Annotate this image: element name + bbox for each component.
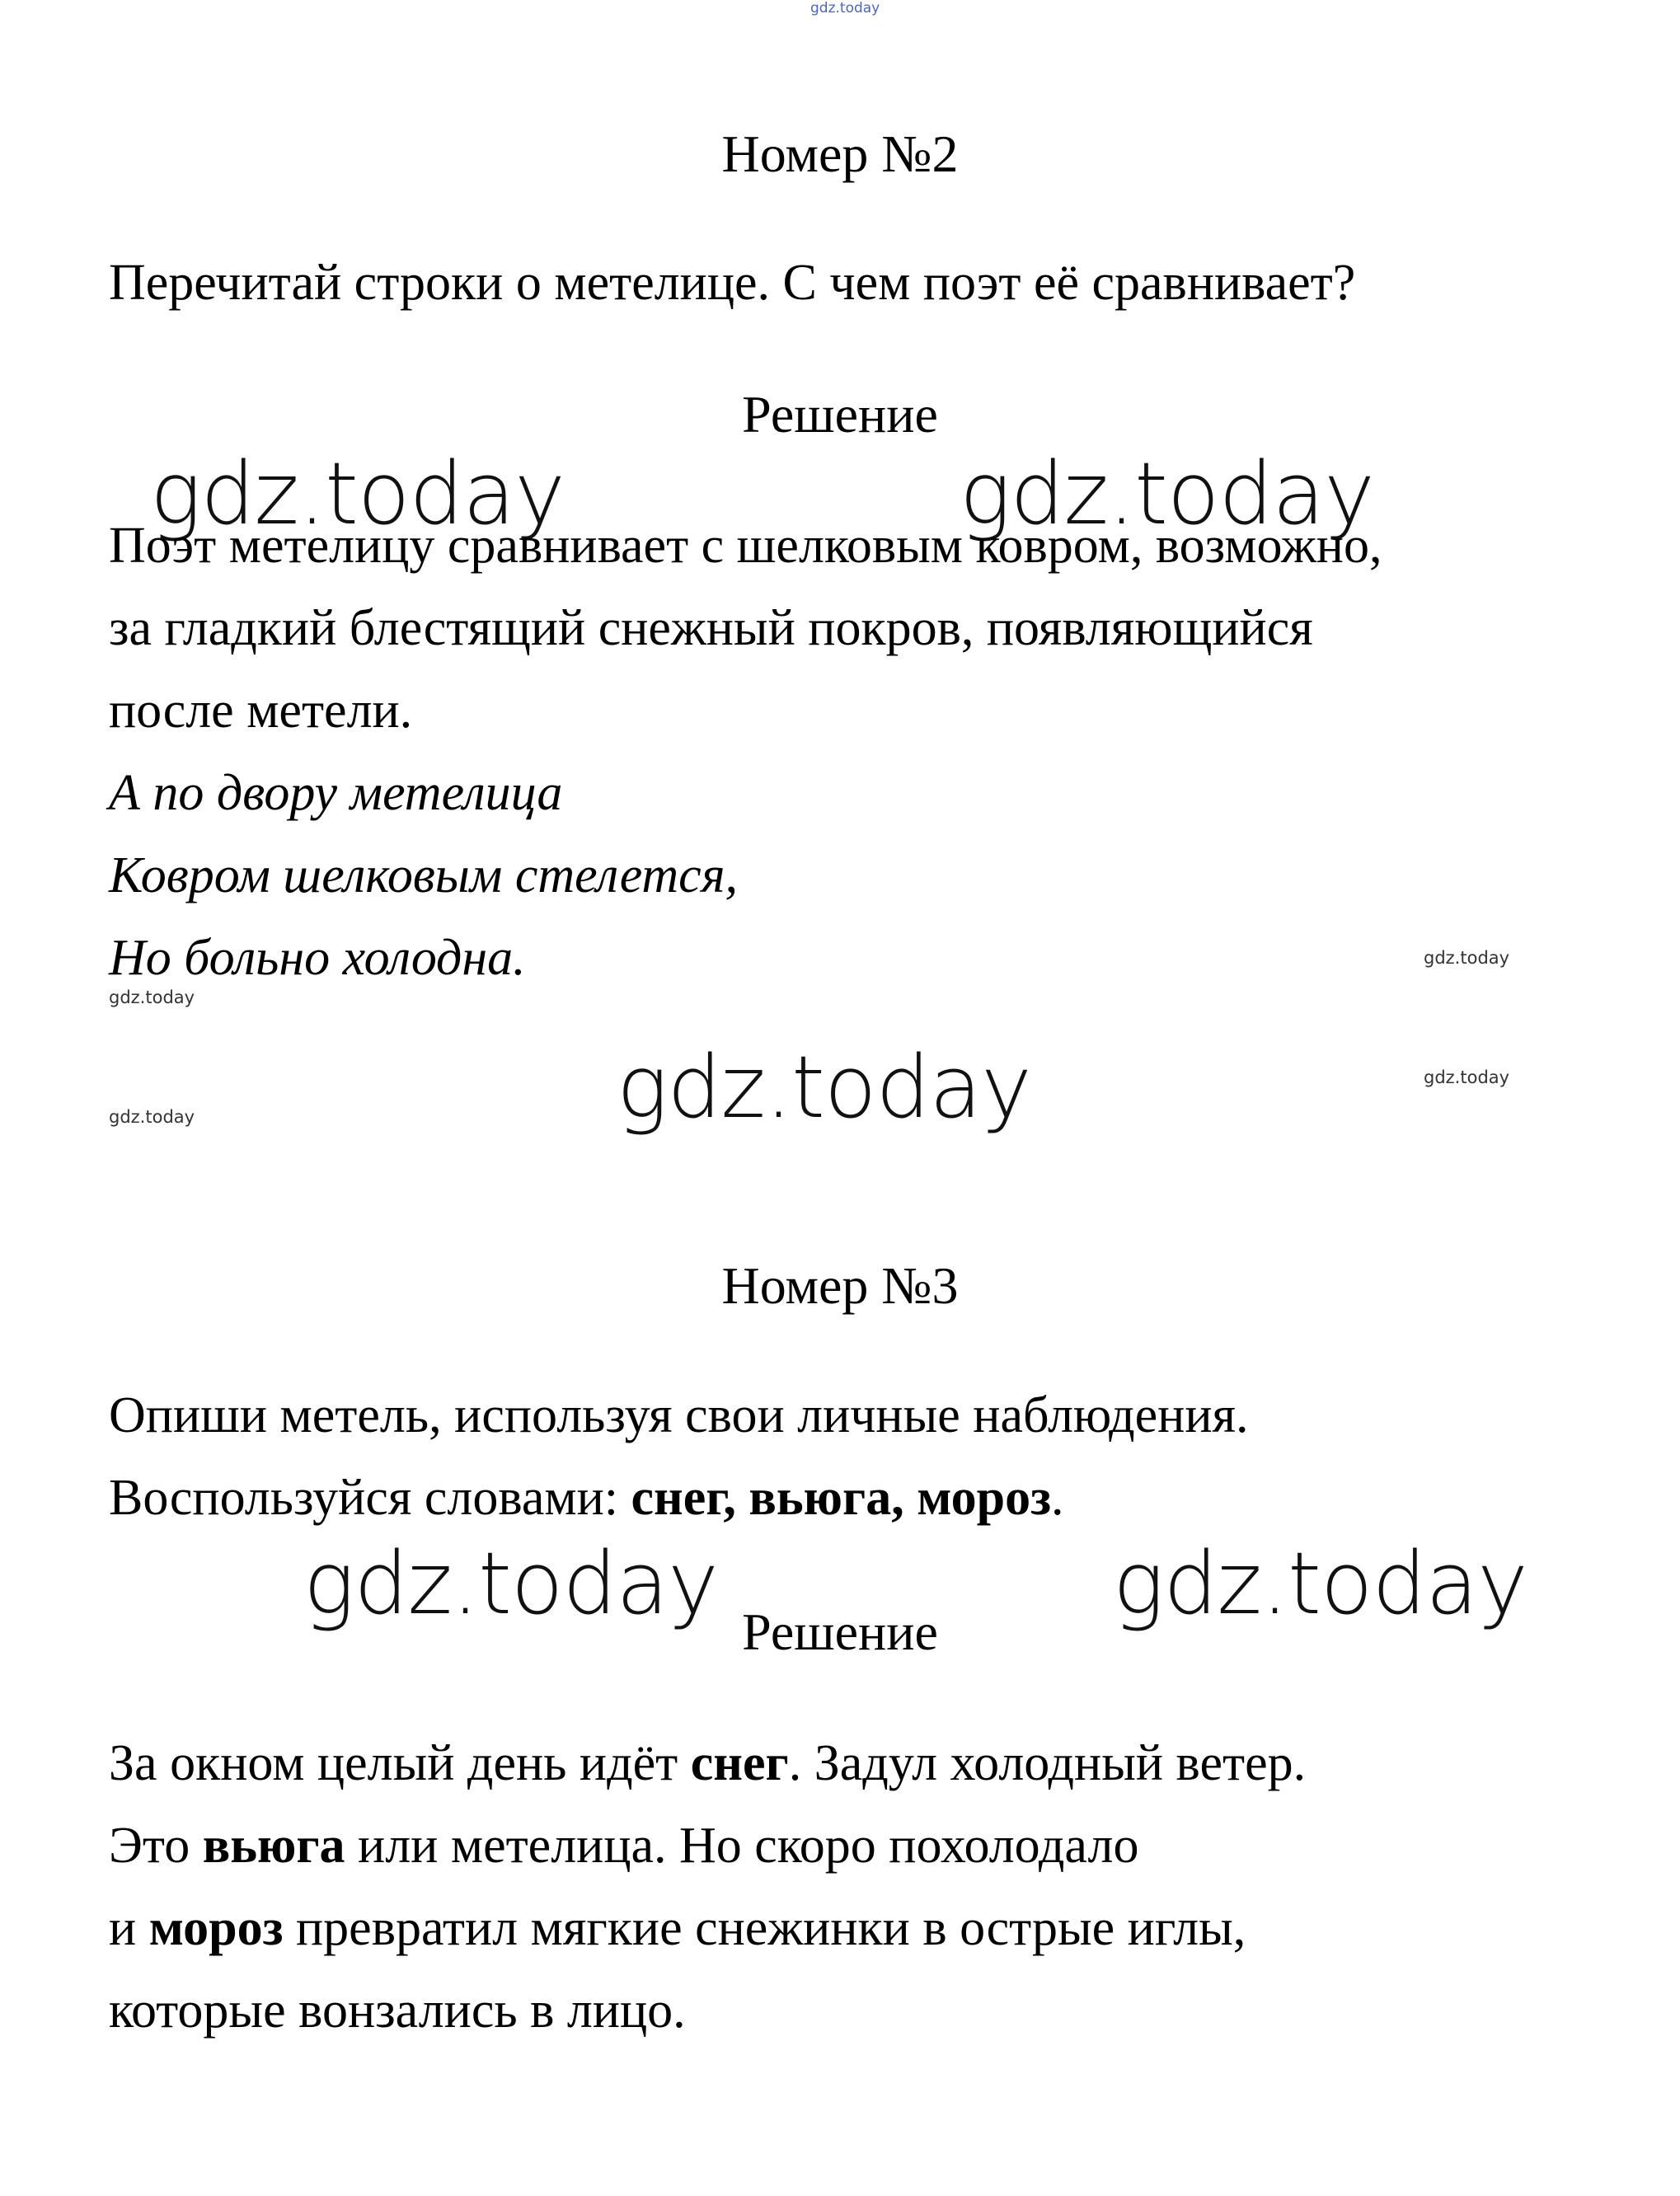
watermark-large: gdz.today [617,1037,1031,1138]
answer-keyword-sneg: снег [690,1735,789,1791]
answer-text: превратил мягкие снежинки в острые иглы, [283,1900,1246,1956]
task2-solution-label: Решение [742,385,938,443]
poem-line: Но больно холодна. [109,930,526,986]
watermark-small: gdz.today [109,1107,195,1127]
watermark-top: gdz.today [810,0,880,16]
watermark-small: gdz.today [1424,948,1510,968]
answer-text: или метелица. Но скоро похолодало [345,1818,1139,1874]
poem-line: Ковром шелковым стелется, [109,847,739,903]
task3-question-suffix: . [1051,1470,1064,1526]
answer-keyword-moroz: мороз [148,1900,284,1956]
answer-text: . Задул холодный ветер. [788,1735,1307,1791]
task3-question-line2 [109,1469,1064,1527]
poem-line: А по двору метелица [109,765,563,821]
task2-answer-line: за гладкий блестящий снежный покров, появляющийся [109,600,1313,656]
answer-text: Это [109,1818,203,1874]
task3-question-words: снег, вьюга, мороз [631,1470,1052,1526]
task2-heading: Номер №2 [721,124,959,183]
watermark-large: gdz.today [960,443,1374,544]
watermark-small: gdz.today [1424,1068,1510,1087]
task3-question-prefix: Воспользуйся словами: [109,1470,631,1526]
watermark-large: gdz.today [150,443,565,544]
watermark-large: gdz.today [303,1533,718,1634]
watermark-large: gdz.today [1113,1533,1527,1634]
task2-answer-line: Поэт метелицу сравнивает с шелковым ковром, возможно, [109,518,1382,574]
task3-solution-label: Решение [742,1602,938,1661]
watermark-small: gdz.today [109,988,195,1007]
task2-answer-line: после метели. [109,683,413,739]
answer-text: За окном целый день идёт [109,1735,691,1791]
task3-answer-line [109,1899,1246,1958]
task3-question-line1: Опиши метель, используя свои личные наблюдения. [109,1387,1249,1443]
task3-answer-line: которые вонзались в лицо. [109,1982,686,2039]
task3-answer-line [109,1817,1138,1875]
task3-heading: Номер №3 [721,1256,959,1315]
task3-answer-line [109,1734,1306,1793]
answer-text: и [109,1900,149,1956]
task2-question: Перечитай строки о метелице. С чем поэт её сравнивает? [109,255,1356,311]
answer-keyword-vyuga: вьюга [202,1818,345,1874]
